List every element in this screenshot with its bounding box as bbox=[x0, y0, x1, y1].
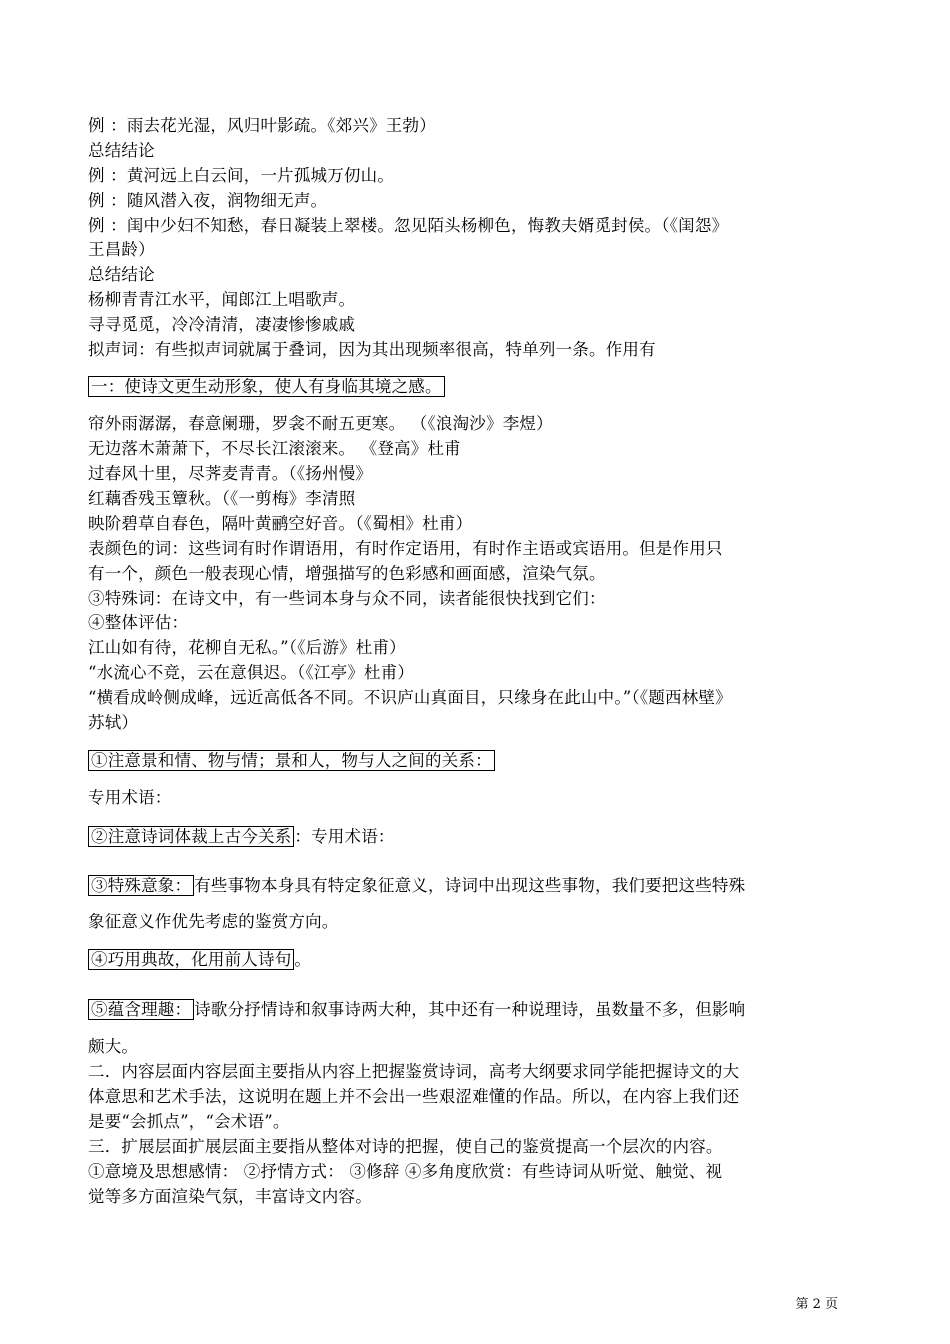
text-line: 拟声词：有些拟声词就属于叠词，因为其出现频率很高，特单列一条。作用有 bbox=[88, 340, 656, 359]
text-line: 有一个，颜色一般表现心情，增强描写的色彩感和画面感，渲染气氛。 bbox=[88, 564, 606, 583]
inline-text: 诗歌分抒情诗和叙事诗两大种，其中还有一种说理诗，虽数量不多，但影响 bbox=[194, 1000, 746, 1019]
text-line: 觉等多方面渲染气氛，丰富诗文内容。 bbox=[88, 1187, 372, 1206]
boxed-heading: ③特殊意象： bbox=[88, 875, 194, 896]
boxed-heading: ④巧用典故，化用前人诗句 bbox=[88, 949, 294, 970]
text-line: 是要“会抓点”，“会术语”。 bbox=[88, 1112, 290, 1131]
text-line-boxed bbox=[88, 825, 848, 849]
page-number: 第 2 页 bbox=[795, 1297, 838, 1312]
text-line: 总结结论 bbox=[88, 141, 155, 160]
boxed-heading: ⑤蕴含理趣： bbox=[88, 999, 194, 1020]
text-line: 二．内容层面内容层面主要指从内容上把握鉴赏诗词，高考大纲要求同学能把握诗文的大 bbox=[88, 1062, 740, 1081]
text-line: ③特殊词：在诗文中，有一些词本身与众不同，读者能很快找到它们： bbox=[88, 589, 606, 608]
text-line: 王昌龄） bbox=[88, 240, 155, 259]
boxed-heading: ①注意景和情、物与情；景和人，物与人之间的关系： bbox=[88, 750, 495, 771]
text-line: 映阶碧草自春色，隔叶黄鹂空好音。（《蜀相》杜甫） bbox=[88, 514, 473, 533]
text-line: ①意境及思想感情： ②抒情方式： ③修辞 ④多角度欣赏：有些诗词从听觉、触觉、视 bbox=[88, 1162, 723, 1181]
text-line: 寻寻觅觅，冷冷清清，凄凄惨惨戚戚 bbox=[88, 315, 356, 334]
text-line: “水流心不竞，云在意俱迟。（《江亭》杜甫） bbox=[88, 663, 415, 682]
inline-text: 。 bbox=[294, 950, 312, 969]
text-line: “横看成岭侧成峰，远近高低各不同。不识庐山真面目，只缘身在此山中。”（《题西林壁》 bbox=[88, 688, 732, 707]
text-line: 表颜色的词：这些词有时作谓语用，有时作定语用，有时作主语或宾语用。但是作用只 bbox=[88, 539, 723, 558]
text-line: 象征意义作优先考虑的鉴赏方向。 bbox=[88, 912, 339, 931]
text-line: 苏轼） bbox=[88, 713, 139, 732]
inline-text: ：专用术语： bbox=[294, 827, 395, 846]
text-line-boxed bbox=[88, 998, 848, 1022]
text-line-boxed bbox=[88, 749, 848, 773]
text-line: 总结结论 bbox=[88, 265, 155, 284]
text-line: 体意思和艺术手法，这说明在题上并不会出一些艰涩难懂的作品。所以，在内容上我们还 bbox=[88, 1087, 740, 1106]
text-line: 帘外雨潺潺，春意阑珊，罗衾不耐五更寒。 （《浪淘沙》李煜） bbox=[88, 414, 553, 433]
inline-text: 有些事物本身具有特定象征意义，诗词中出现这些事物，我们要把这些特殊 bbox=[194, 876, 746, 895]
text-line: 专用术语： bbox=[88, 788, 172, 807]
text-line: 无边落木萧萧下，不尽长江滚滚来。 《登高》杜甫 bbox=[88, 439, 461, 458]
text-line: 红藕香残玉簟秋。（《一剪梅》李清照 bbox=[88, 489, 356, 508]
text-line: 江山如有待，花柳自无私。”（《后游》杜甫） bbox=[88, 638, 406, 657]
text-line-boxed bbox=[88, 874, 848, 898]
text-line: 三．扩展层面扩展层面主要指从整体对诗的把握，使自己的鉴赏提高一个层次的内容。 bbox=[88, 1137, 723, 1156]
text-line: 例 ：雨去花光湿，风归叶影疏。《郊兴》王勃） bbox=[88, 116, 436, 135]
boxed-heading: 一：使诗文更生动形象，使人有身临其境之感。 bbox=[88, 376, 445, 397]
boxed-heading: ②注意诗词体裁上古今关系 bbox=[88, 826, 294, 847]
text-line: 杨柳青青江水平，闻郎江上唱歌声。 bbox=[88, 290, 356, 309]
text-line-boxed bbox=[88, 375, 848, 399]
text-line: 例 ：黄河远上白云间，一片孤城万仞山。 bbox=[88, 166, 395, 185]
text-line: ④整体评估： bbox=[88, 613, 189, 632]
text-line-boxed bbox=[88, 948, 848, 972]
text-line: 过春风十里，尽荠麦青青。（《扬州慢》 bbox=[88, 464, 373, 483]
text-line: 颇大。 bbox=[88, 1037, 139, 1056]
text-line: 例 ：闺中少妇不知愁，春日凝装上翠楼。忽见陌头杨柳色，悔教夫婿觅封侯。（《闺怨》 bbox=[88, 216, 729, 235]
text-line: 例 ：随风潜入夜，润物细无声。 bbox=[88, 191, 328, 210]
